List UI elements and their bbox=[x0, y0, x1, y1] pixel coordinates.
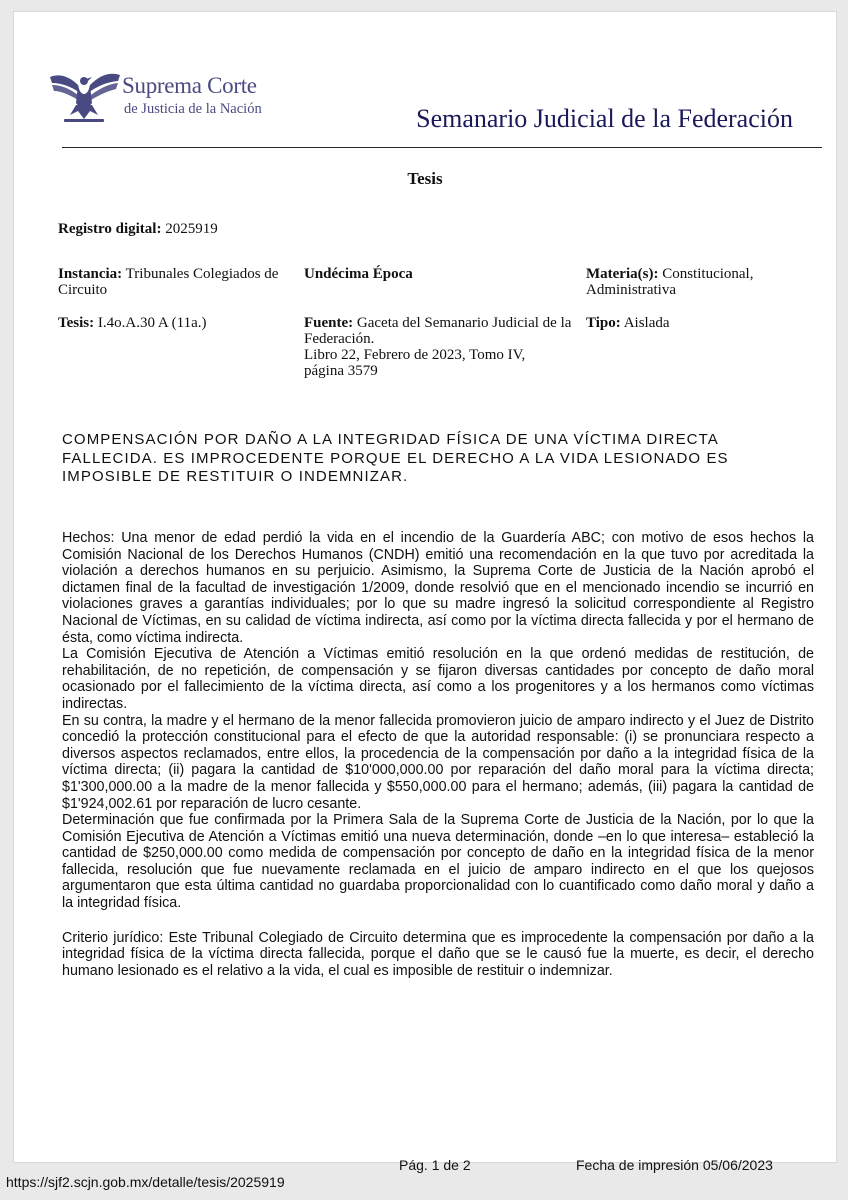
body-paragraph-determinacion: Determinación que fue confirmada por la Primera Sala de la Suprema Corte de Justicia de la Nación, por lo que la Comisión Ejecutiva de Atención a Víctimas emitió una nueva determinación, donde –en lo que interesa– estableció la cantidad de $250,000.00 como medida de compensación por concepto de daño en la integridad física de la menor fallecida, resolución que fue nuevamente reclamada en el juicio de amparo indirecto en el que los quejosos argumentaron que esta última cantidad no guardaba proporcionalidad con lo cuantificado como daño moral y daño a la integridad física. bbox=[62, 812, 814, 912]
tesis-clave bbox=[58, 315, 206, 331]
eagle-emblem-icon bbox=[48, 67, 122, 125]
registro-value: 2025919 bbox=[165, 221, 218, 237]
fuente bbox=[304, 315, 576, 379]
source-url[interactable]: https://sjf2.scjn.gob.mx/detalle/tesis/2025919 bbox=[6, 1174, 285, 1190]
tipo-label: Tipo: bbox=[586, 315, 621, 331]
header-divider bbox=[62, 147, 822, 148]
epoca-value: Undécima Época bbox=[304, 266, 413, 282]
tipo-value: Aislada bbox=[623, 315, 670, 331]
fuente-label: Fuente: bbox=[304, 315, 354, 331]
logo-title: Suprema Corte bbox=[122, 73, 257, 98]
tesis-value: I.4o.A.30 A (11a.) bbox=[97, 315, 207, 331]
materia-value: Constitucional, Administrativa bbox=[586, 266, 754, 298]
body-paragraph-criterio: Criterio jurídico: Este Tribunal Colegiado de Circuito determina que es improcedente la compensación por daño a la integridad física de la víctima directa fallecida, porque el daño que se le causó fue la muerte, es decir, el derecho humano lesionado es el relativo a la vida, el cual es imposible de restituir o indemnizar. bbox=[62, 929, 814, 979]
epoca bbox=[304, 266, 413, 282]
fuente-value: Gaceta del Semanario Judicial de la Federación. bbox=[304, 315, 572, 347]
tesis-rubro: COMPENSACIÓN POR DAÑO A LA INTEGRIDAD FÍSICA DE UNA VÍCTIMA DIRECTA FALLECIDA. ES IMPROCEDENTE PORQUE EL DERECHO A LA VIDA LESIONADO ES IMPOSIBLE DE RESTITUIR O INDEMNIZAR. bbox=[62, 431, 729, 485]
materia bbox=[586, 266, 796, 298]
tesis-body bbox=[62, 530, 814, 979]
body-paragraph-amparo: En su contra, la madre y el hermano de la menor fallecida promovieron juicio de amparo indirecto y el Juez de Distrito concedió la protección constitucional para el efecto de que la autoridad responsable: (i) se pronunciara respecto a diversos aspectos reclamados, entre ellos, la procedencia de la compensación por daño a la integridad física de la víctima directa; (ii) pagara la cantidad de $10'000,000.00 por reparación del daño moral para la víctima directa; $1'300,000.00 a la madre de la menor fallecida y $550,000.00 para el hermano; además, (iii) pagara la cantidad de $1'924,002.61 por reparación de lucro cesante. bbox=[62, 712, 814, 812]
publication-title: Semanario Judicial de la Federación bbox=[416, 104, 793, 133]
registro-digital bbox=[58, 221, 218, 237]
body-paragraph-hechos: Hechos: Una menor de edad perdió la vida en el incendio de la Guardería ABC; con motivo de esos hechos la Comisión Nacional de los Derechos Humanos (CNDH) emitió una recomendación en la que tuvo por acreditada la violación a derechos humanos en su perjuicio. Asimismo, la Suprema Corte de Justicia de la Nación aprobó el dictamen final de la facultad de investigación 1/2009, donde resolvió que en el mencionado incendio se incurrió en violaciones graves a garantías individuales; por lo que su madre ingresó la solicitud correspondiente al Registro Nacional de Víctimas, en su calidad de víctima indirecta, así como por la víctima directa fallecida y por el hermano de ésta, como víctima indirecta. bbox=[62, 530, 814, 646]
materia-label: Materia(s): bbox=[586, 266, 659, 282]
body-paragraph-resolucion: La Comisión Ejecutiva de Atención a Víctimas emitió resolución en la que ordenó medidas de restitución, de rehabilitación, de no repetición, de compensación y se fijaron diversas cantidades por concepto de daño moral ocasionado por el fallecimiento de la víctima directa, así como a los progenitores y a los hermanos como víctimas indirectas. bbox=[62, 646, 814, 712]
logo-subtitle: de Justicia de la Nación bbox=[124, 101, 262, 117]
registro-label: Registro digital: bbox=[58, 221, 162, 237]
print-date: Fecha de impresión 05/06/2023 bbox=[576, 1157, 773, 1173]
instancia bbox=[58, 266, 298, 298]
tesis-label: Tesis: bbox=[58, 315, 95, 331]
tipo bbox=[586, 315, 670, 331]
fuente-pagina: página 3579 bbox=[304, 363, 378, 379]
document-page bbox=[14, 12, 836, 1173]
fuente-libro: Libro 22, Febrero de 2023, Tomo IV, bbox=[304, 347, 526, 363]
instancia-label: Instancia: bbox=[58, 266, 123, 282]
page-number: Pág. 1 de 2 bbox=[399, 1157, 471, 1173]
scjn-logo bbox=[48, 67, 278, 127]
document-type: Tesis bbox=[407, 169, 443, 188]
instancia-value: Tribunales Colegiados de Circuito bbox=[58, 266, 279, 298]
